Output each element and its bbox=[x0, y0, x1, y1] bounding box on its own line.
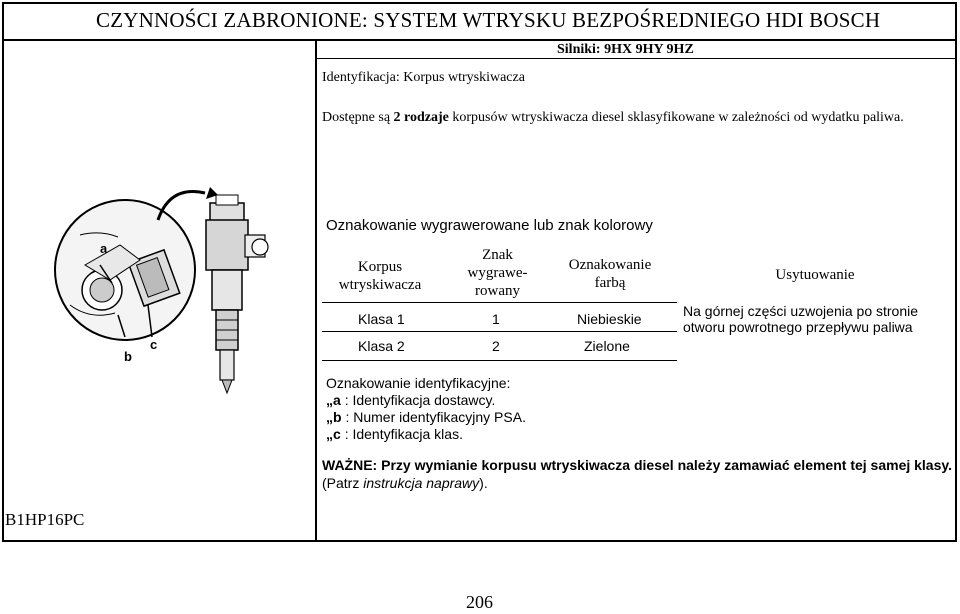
table-row-rule bbox=[322, 331, 677, 332]
warning-text: WAŻNE: Przy wymianie korpusu wtryskiwacza diesel należy zamawiać element tej samej klasy. bbox=[322, 457, 953, 473]
mark-a bbox=[326, 392, 526, 409]
description-part: Dostępne są bbox=[322, 110, 394, 125]
row1-mark: 1 bbox=[492, 311, 500, 327]
row1-body: Klasa 1 bbox=[358, 311, 405, 327]
identification-marks bbox=[326, 375, 526, 443]
mark-c bbox=[326, 426, 526, 443]
warning-block bbox=[322, 456, 952, 492]
table-header-rule bbox=[322, 302, 677, 303]
mark-b-text: : Numer identyfikacyjny PSA. bbox=[345, 409, 526, 425]
figure-label-b: b bbox=[124, 349, 132, 364]
identification-marks-title: Oznakowanie identyfikacyjne: bbox=[326, 375, 511, 391]
mark-b-key: „b bbox=[326, 409, 346, 425]
mark-c-key: „c bbox=[326, 426, 345, 442]
warning-note-italic: instrukcja naprawy bbox=[363, 475, 480, 491]
header-engraved-line2: wygrawe- bbox=[467, 265, 528, 281]
row1-paint: Niebieskie bbox=[577, 311, 642, 327]
table-bottom-rule bbox=[322, 360, 677, 361]
location-text: Na górnej części uzwojenia po stronie otworu powrotnego przepływu paliwa bbox=[683, 303, 919, 335]
injector-figure bbox=[40, 165, 315, 405]
engines-label: Silniki: 9HX 9HY 9HZ bbox=[557, 42, 694, 57]
row2-paint: Zielone bbox=[584, 338, 630, 354]
header-body bbox=[330, 258, 430, 294]
row2-mark: 2 bbox=[492, 338, 500, 354]
header-engraved-line3: rowany bbox=[475, 283, 520, 299]
mark-c-text: : Identyfikacja klas. bbox=[344, 426, 463, 442]
figure-label-a: a bbox=[100, 241, 108, 256]
figure-label-c: c bbox=[150, 337, 158, 352]
header-engraved-mark bbox=[455, 246, 540, 300]
header-engraved-line1: Znak bbox=[482, 247, 513, 263]
mark-b bbox=[326, 409, 526, 426]
description-bold: 2 rodzaje bbox=[393, 110, 449, 125]
mark-a-key: „a bbox=[326, 392, 345, 408]
row2-body: Klasa 2 bbox=[358, 338, 405, 354]
mark-a-text: : Identyfikacja dostawcy. bbox=[344, 392, 496, 408]
page-number: 206 bbox=[466, 592, 493, 612]
header-paint-text: Oznakowanie farbą bbox=[568, 257, 652, 291]
reference-code: B1HP16PC bbox=[5, 510, 85, 529]
description-text bbox=[322, 108, 932, 127]
description-part: korpusów wtryskiwacza diesel sklasyfikowane w zależności od wydatku paliwa. bbox=[448, 110, 904, 125]
engines-divider bbox=[317, 58, 957, 59]
warning-note bbox=[322, 474, 952, 492]
warning-note-suffix: ). bbox=[479, 475, 488, 491]
header-location-text: Usytuowanie bbox=[775, 267, 855, 283]
header-body-text: Korpus wtryskiwacza bbox=[338, 259, 422, 293]
identification-label: Identyfikacja: Korpus wtryskiwacza bbox=[322, 70, 525, 85]
page-title: CZYNNOŚCI ZABRONIONE: SYSTEM WTRYSKU BEZPOŚREDNIEGO HDI BOSCH bbox=[96, 8, 881, 32]
header-paint-mark bbox=[560, 256, 660, 292]
warning-note-prefix: (Patrz bbox=[322, 475, 364, 491]
column-divider bbox=[315, 40, 317, 542]
table-caption: Oznakowanie wygrawerowane lub znak kolorowy bbox=[326, 217, 653, 234]
header-location bbox=[745, 266, 885, 284]
